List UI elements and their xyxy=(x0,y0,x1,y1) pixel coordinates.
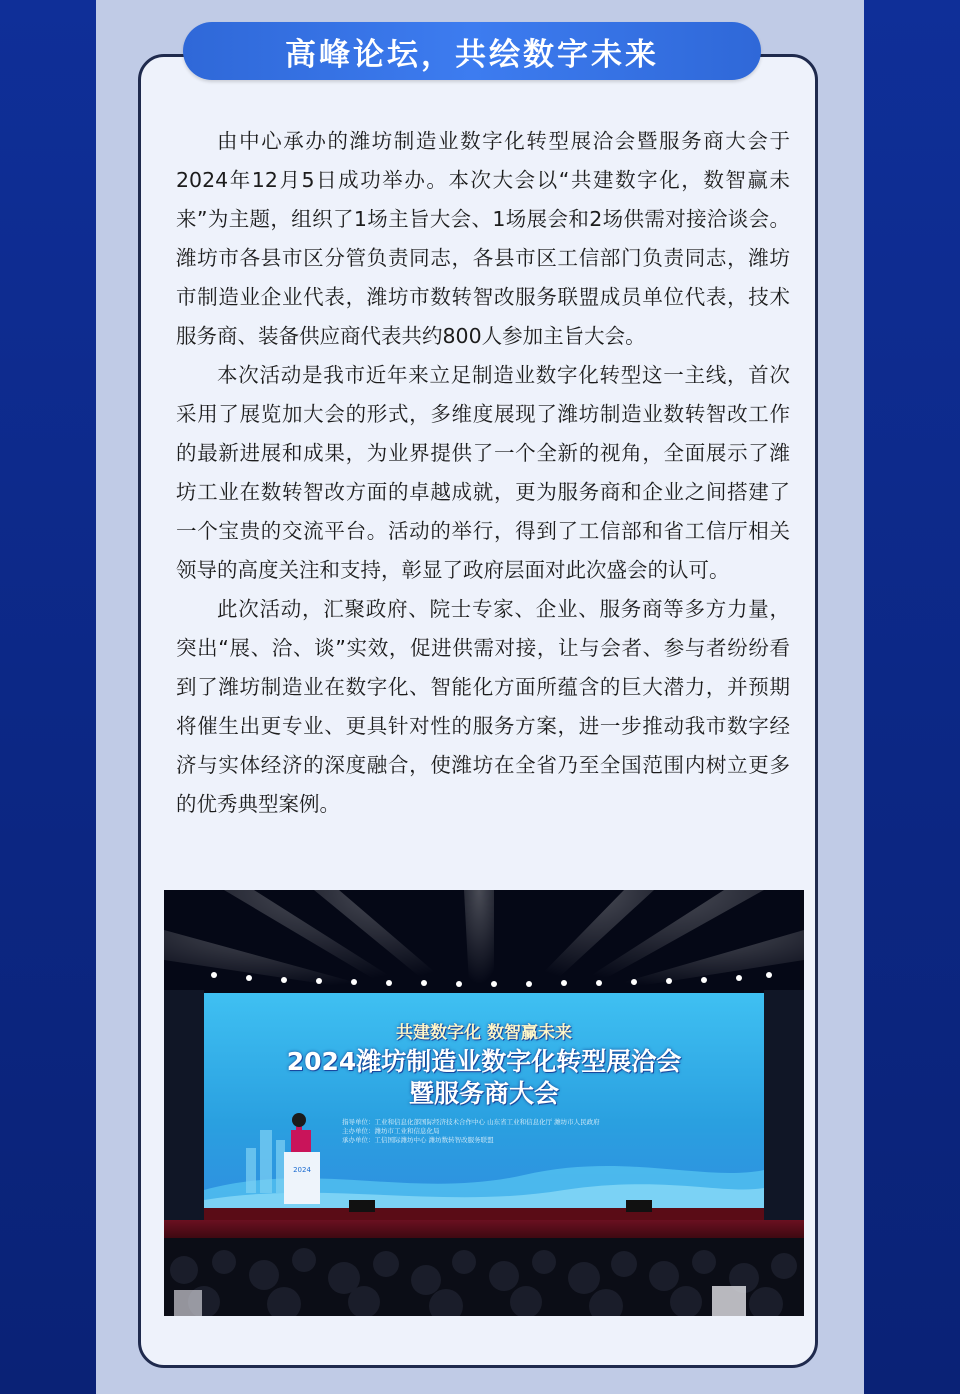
section-title: 高峰论坛，共绘数字未来 xyxy=(285,36,659,73)
screen-organizers xyxy=(342,1118,682,1145)
podium xyxy=(284,1152,320,1204)
paragraph-2: 本次活动是我市近年来立足制造业数字化转型这一主线，首次采用了展览加大会的形式，多维度展现了潍坊制造业数转智改工作的最新进展和成果，为业界提供了一个全新的视角，全面展示了潍坊工业在数转智改方面的卓越成就，更为服务商和企业之间搭建了一个宝贵的交流平台。活动的举行，得到了工信部和省工信厅相关领导的高度关注和支持，彰显了政府层面对此次盛会的认可。 xyxy=(176,363,790,582)
screen-title-line1: 2024潍坊制造业数字化转型展洽会 xyxy=(286,1047,682,1076)
screen-title-line2: 暨服务商大会 xyxy=(408,1079,559,1108)
left-border xyxy=(0,0,96,1394)
organizer-line-1: 指导单位：工业和信息化部国际经济技术合作中心 山东省工业和信息化厅 潍坊市人民政府 xyxy=(342,1118,600,1126)
paragraph-1: 由中心承办的潍坊制造业数字化转型展洽会暨服务商大会于2024年12月5日成功举办。本次大会以“共建数字化，数智赢未来”为主题，组织了1场主旨大会、1场展会和2场供需对接洽谈会。潍坊市各县市区分管负责同志，各县市区工信部门负责同志，潍坊市制造业企业代表，潍坊市数转智改服务联盟成员单位代表，技术服务商、装备供应商代表共约800人参加主旨大会。 xyxy=(176,129,790,348)
screen-slogan: 共建数字化 数智赢未来 xyxy=(396,1023,572,1043)
event-photo xyxy=(164,890,804,1316)
speaker-figure xyxy=(291,1130,311,1154)
organizer-line-2: 主办单位：潍坊市工业和信息化局 xyxy=(342,1127,440,1135)
podium-label: 2024 xyxy=(293,1166,311,1174)
section-title-banner xyxy=(183,22,761,80)
paragraph-3: 此次活动，汇聚政府、院士专家、企业、服务商等多方力量，突出“展、洽、谈”实效，促进供需对接，让与会者、参与者纷纷看到了潍坊制造业在数字化、智能化方面所蕴含的巨大潜力，并预期将催生出更专业、更具针对性的服务方案，进一步推动我市数字经济与实体经济的深度融合，使潍坊在全省乃至全国范围内树立更多的优秀典型案例。 xyxy=(176,597,790,816)
organizer-line-3: 承办单位：工信国际潍坊中心 潍坊数转智改服务联盟 xyxy=(342,1136,494,1144)
article-body xyxy=(176,122,790,824)
right-border xyxy=(864,0,960,1394)
